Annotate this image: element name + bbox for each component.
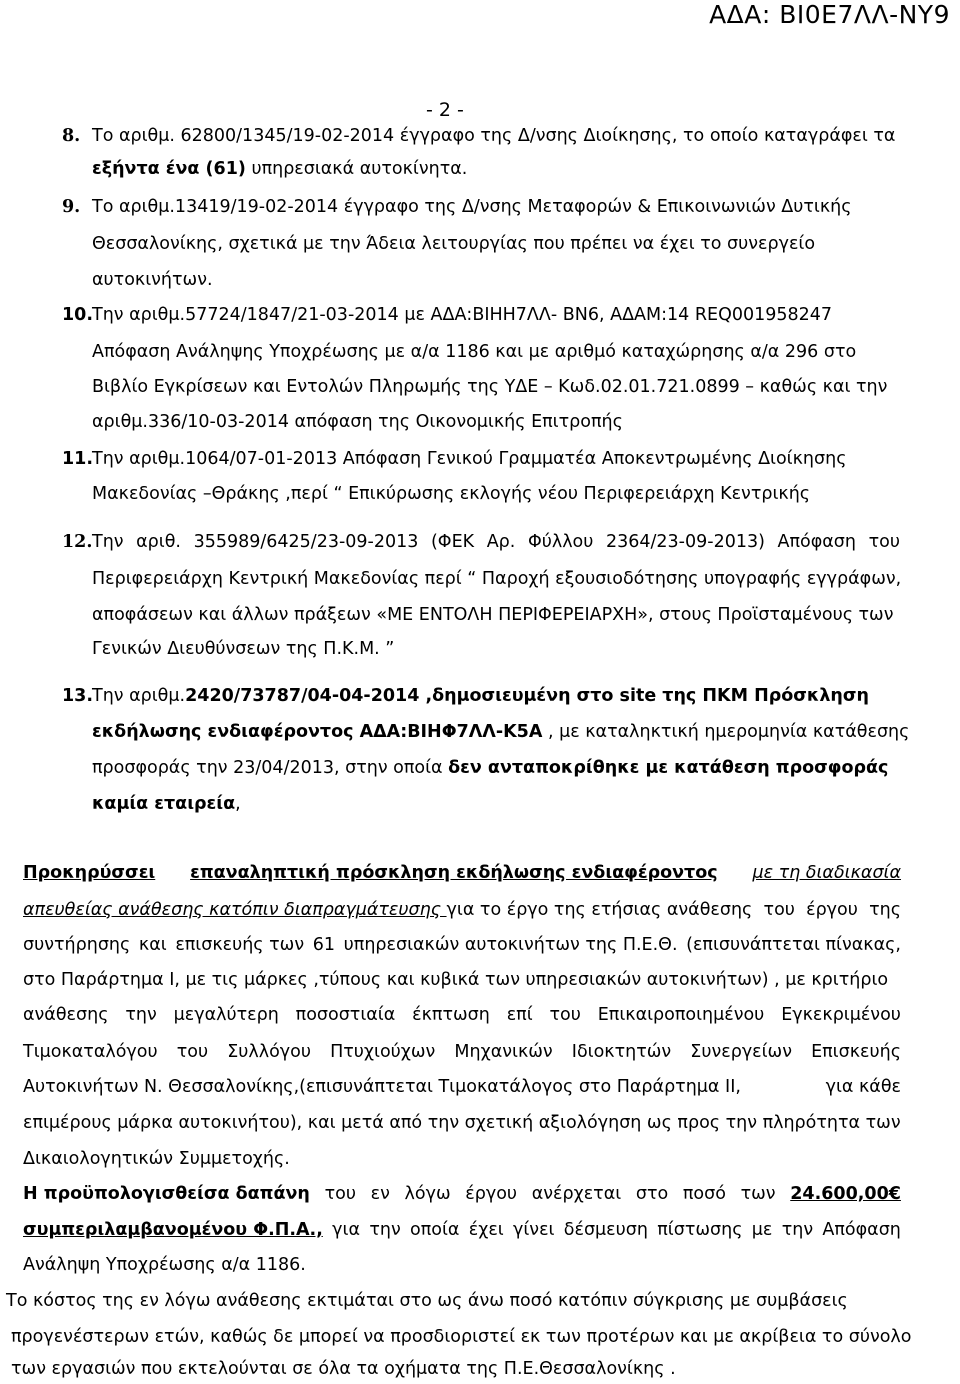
proclamation-line-4: στο Παράρτημα Ι, με τις μάρκες ,τύπους και κυβικά των υπηρεσιακών αυτοκινήτων) , με κριτήριο [23, 970, 889, 990]
item-9-line-2: Θεσσαλονίκης, σχετικά με την Άδεια λειτουργίας που πρέπει να έχει το συνεργείο [92, 234, 816, 254]
item-10-line-3: Βιβλίο Εγκρίσεων και Εντολών Πληρωμής της ΥΔΕ – Κωδ.02.01.721.0899 – καθώς και την [92, 377, 888, 397]
item-9-line-1: Το αριθμ.13419/19-02-2014 έγγραφο της Δ/νσης Μεταφορών & Επικοινωνιών Δυτικής [92, 197, 852, 217]
proclamation-line-6: Τιμοκαταλόγου του Συλλόγου Πτυχιούχων Μηχανικών Ιδιοκτητών Συνεργείων Επισκευής [23, 1042, 901, 1062]
item-10-line-1: Την αριθμ.57724/1847/21-03-2014 με ΑΔΑ:ΒΙΗΗ7ΛΛ- ΒΝ6, ΑΔΑΜ:14 REQ001958247 [92, 305, 833, 325]
item-9-number: 9. [62, 197, 81, 217]
item-13-line-1: Την αριθμ.2420/73787/04-04-2014 ,δημοσιευμένη στο site της ΠΚΜ Πρόσκληση [92, 686, 869, 706]
budget-line-2: συμπεριλαμβανομένου Φ.Π.Α., για την οποία έχει γίνει δέσμευση πίστωσης με την Απόφαση [23, 1220, 901, 1240]
item-11-line-1: Την αριθμ.1064/07-01-2013 Απόφαση Γενικού Γραμματέα Αποκεντρωμένης Διοίκησης [92, 449, 847, 469]
item-12-line-4: Γενικών Διευθύνσεων της Π.Κ.Μ. ” [92, 639, 395, 659]
item-12-line-1: Την αριθ. 355989/6425/23-09-2013 (ΦΕΚ Αρ. Φύλλου 2364/23-09-2013) Απόφαση του [92, 532, 900, 552]
item-10-number: 10. [62, 305, 94, 325]
proclamation-line-3: συντήρησης και επισκευής των 61 υπηρεσιακών αυτοκινήτων της Π.Ε.Θ. (επισυνάπτεται πίνακας, [23, 935, 901, 955]
item-12-line-2: Περιφερειάρχη Κεντρική Μακεδονίας περί “ Παροχή εξουσιοδότησης υπογραφής εγγράφων, [92, 569, 902, 589]
cost-line-1: Το κόστος της εν λόγω ανάθεσης εκτιμάται στο ως άνω ποσό κατόπιν σύγκρισης με συμβάσεις [6, 1291, 848, 1311]
item-10-line-2: Απόφαση Ανάληψης Υποχρέωσης με α/α 1186 και με αριθμό καταχώρησης α/α 296 στο [92, 342, 857, 362]
item-11-line-2: Μακεδονίας –Θράκης ,περί “ Επικύρωσης εκλογής νέου Περιφερειάρχη Κεντρικής [92, 484, 811, 504]
item-13-line-3: προσφοράς την 23/04/2013, στην οποία δεν ανταποκρίθηκε με κατάθεση προσφοράς [92, 758, 889, 778]
proclamation-line-9: Δικαιολογητικών Συμμετοχής. [23, 1149, 290, 1169]
cost-line-2: προγενέστερων ετών, καθώς δε μπορεί να προσδιοριστεί εκ των προτέρων και με ακρίβεια το σύνολο [11, 1327, 912, 1347]
item-12-number: 12. [62, 532, 93, 552]
item-13-line-4: καμία εταιρεία, [92, 794, 241, 814]
proclamation-line-7: Αυτοκινήτων Ν. Θεσσαλονίκης,(επισυνάπτεται Τιμοκατάλογος στο Παράρτημα ΙΙ, για κάθε [23, 1077, 901, 1097]
item-8-number: 8. [62, 126, 81, 146]
item-12-line-3: αποφάσεων και άλλων πράξεων «ΜΕ ΕΝΤΟΛΗ ΠΕΡΙΦΕΡΕΙΑΡΧΗ», στους Προϊσταμένους των [92, 605, 894, 625]
budget-line-1: Η προϋπολογισθείσα δαπάνη του εν λόγω έργου ανέρχεται στο ποσό των 24.600,00€ [23, 1184, 901, 1204]
cost-line-3: των εργασιών που εκτελούνται σε όλα τα οχήματα της Π.Ε.Θεσσαλονίκης . [11, 1359, 676, 1379]
item-13-line-2: εκδήλωσης ενδιαφέροντος ΑΔΑ:ΒΙΗΦ7ΛΛ-Κ5Α , με καταληκτική ημερομηνία κατάθεσης [92, 722, 910, 742]
item-10-line-4: αριθμ.336/10-03-2014 απόφαση της Οικονομικής Επιτροπής [92, 412, 623, 432]
budget-line-3: Ανάληψη Υποχρέωσης α/α 1186. [23, 1255, 306, 1275]
proclamation-line-5: ανάθεσης την μεγαλύτερη ποσοστιαία έκπτωση επί του Επικαιροποιημένου Εγκεκριμένου [23, 1005, 901, 1025]
item-8-line-2: εξήντα ένα (61) υπηρεσιακά αυτοκίνητα. [92, 159, 468, 179]
item-9-line-3: αυτοκινήτων. [92, 270, 213, 290]
proclamation-line-1: Προκηρύσσει επαναληπτική πρόσκληση εκδήλωσης ενδιαφέροντος με τη διαδικασία [23, 863, 901, 883]
item-13-number: 13. [62, 686, 94, 706]
item-8-line-1: Το αριθμ. 62800/1345/19-02-2014 έγγραφο της Δ/νσης Διοίκησης, το οποίο καταγράφει τα [92, 126, 896, 146]
ada-code: ΑΔΑ: ΒΙ0Ε7ΛΛ-ΝΥ9 [709, 0, 950, 29]
page-number: - 2 - [426, 99, 464, 121]
proclamation-line-2: απευθείας ανάθεσης κατόπιν διαπραγμάτευσης για το έργο της ετήσιας ανάθεσης του έργου της [23, 900, 901, 920]
proclamation-line-8: επιμέρους μάρκα αυτοκινήτου), και μετά από την σχετική αξιολόγηση ως προς την πληρότητα των [23, 1113, 901, 1133]
item-11-number: 11. [62, 449, 94, 469]
